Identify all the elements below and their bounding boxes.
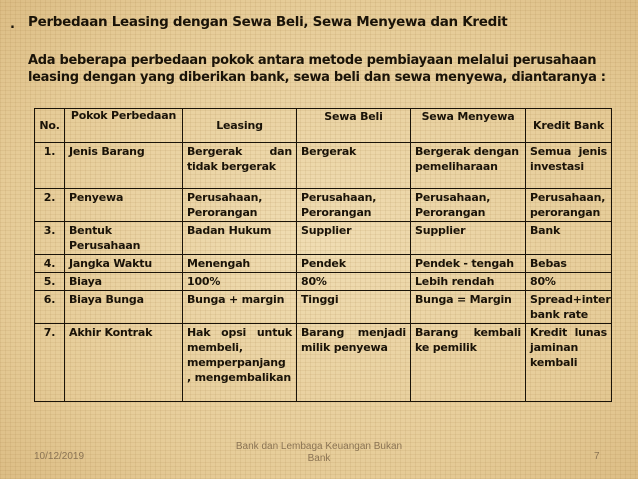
cell-sewa-beli: Pendek [297,255,411,273]
row-aspect: Penyewa [65,189,183,222]
intro-paragraph: Ada beberapa perbedaan pokok antara metode pembiayaan melalui perusahaan leasing dengan yang diberikan bank, sewa beli dan sewa menyewa, diantaranya : [28,53,606,85]
comparison-table [34,108,612,402]
cell-sewa-menyewa: Perusahaan, Perorangan [411,189,526,222]
footer-title: Bank dan Lembaga Keuangan Bukan Bank [235,441,403,464]
page-number: 7 [594,451,600,462]
cell-leasing: Bergerak dan tidak bergerak [183,143,297,189]
cell-kredit-bank: Semua jenis investasi [526,143,612,189]
header-sewa-beli: Sewa Beli [297,109,411,143]
cell-sewa-beli: Tinggi [297,291,411,324]
cell-sewa-menyewa: Pendek - tengah [411,255,526,273]
cell-sewa-beli: Barang menjadi milik penyewa [297,324,411,402]
cell-sewa-menyewa: Barang kembali ke pemilik [411,324,526,402]
cell-sewa-beli: 80% [297,273,411,291]
row-aspect: Jangka Waktu [65,255,183,273]
header-sewa-menyewa: Sewa Menyewa [411,109,526,143]
cell-kredit-bank: 80% [526,273,612,291]
cell-leasing: Bunga + margin [183,291,297,324]
header-no: No. [35,109,65,143]
row-number: 4. [35,255,65,273]
table-row [35,189,612,222]
table-row [35,291,612,324]
row-aspect: Akhir Kontrak [65,324,183,402]
cell-leasing: Badan Hukum [183,222,297,255]
cell-sewa-beli: Supplier [297,222,411,255]
row-aspect: Jenis Barang [65,143,183,189]
cell-kredit-bank: Bebas [526,255,612,273]
cell-kredit-bank: Bank [526,222,612,255]
cell-sewa-menyewa: Supplier [411,222,526,255]
row-number: 3. [35,222,65,255]
cell-sewa-beli: Perusahaan, Perorangan [297,189,411,222]
header-pokok-perbedaan: Pokok Perbedaan [65,109,183,143]
row-number: 1. [35,143,65,189]
cell-leasing: Hak opsi untuk membeli, memperpanjang , mengembalikan [183,324,297,402]
table-row [35,324,612,402]
header-kredit-bank: Kredit Bank [526,109,612,143]
table-row [35,222,612,255]
bullet-mark: . [10,17,15,32]
row-number: 2. [35,189,65,222]
cell-sewa-menyewa: Bergerak dengan pemeliharaan [411,143,526,189]
row-number: 5. [35,273,65,291]
cell-sewa-menyewa: Lebih rendah [411,273,526,291]
table-row [35,255,612,273]
table-header-row [35,109,612,143]
header-leasing: Leasing [183,109,297,143]
row-aspect: Bentuk Perusahaan [65,222,183,255]
cell-kredit-bank: Kredit lunas jaminan kembali [526,324,612,402]
cell-leasing: Menengah [183,255,297,273]
cell-sewa-menyewa: Bunga = Margin [411,291,526,324]
row-aspect: Biaya Bunga [65,291,183,324]
table-row [35,273,612,291]
cell-leasing: 100% [183,273,297,291]
cell-kredit-bank: Spread+inter bank rate [526,291,612,324]
table-row [35,143,612,189]
cell-sewa-beli: Bergerak [297,143,411,189]
cell-kredit-bank: Perusahaan, perorangan [526,189,612,222]
footer-date: 10/12/2019 [34,451,85,462]
row-number: 6. [35,291,65,324]
cell-leasing: Perusahaan, Perorangan [183,189,297,222]
row-number: 7. [35,324,65,402]
row-aspect: Biaya [65,273,183,291]
slide-heading: Perbedaan Leasing dengan Sewa Beli, Sewa Menyewa dan Kredit [28,14,508,30]
